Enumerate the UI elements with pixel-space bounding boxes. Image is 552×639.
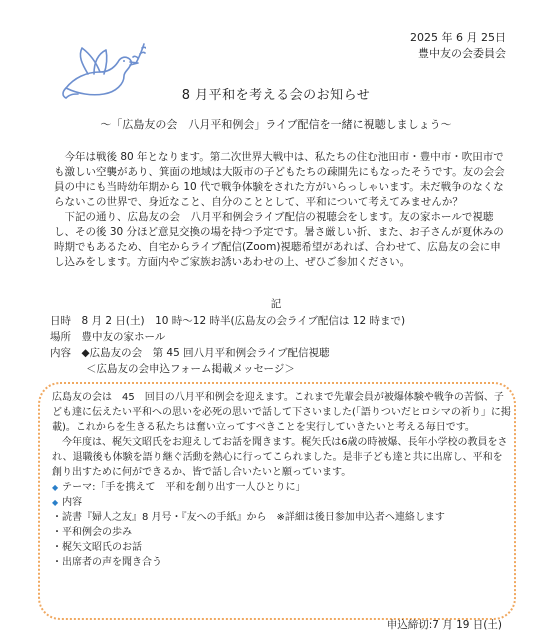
diamond-bullet-icon: ◆ bbox=[52, 483, 59, 492]
notice-title: 8 月平和を考える会のお知らせ bbox=[181, 88, 371, 103]
message-text bbox=[52, 390, 512, 570]
list-item: ・梶矢文昭氏のお話 bbox=[52, 542, 142, 553]
cut-off-text-line bbox=[222, 634, 492, 639]
form-message-note: ＜広島友の会申込フォーム掲載メッセージ＞ bbox=[86, 363, 295, 375]
message-list bbox=[52, 480, 512, 570]
organization-name: 豊中友の会委員会 bbox=[418, 47, 506, 60]
theme-item: ◆ テーマ:「手を携えて 平和を創り出す一人ひとりに」 bbox=[52, 482, 306, 493]
list-item: ・出席者の声を聞き合う bbox=[52, 557, 162, 568]
document-date: 2025 年 6 月 25日 bbox=[410, 31, 506, 44]
notice-subtitle: ～「広島友の会 八月平和例会」ライブ配信を一緒に視聴しましょう～ bbox=[100, 118, 452, 131]
event-place: 場所 豊中友の家ホール bbox=[50, 331, 166, 343]
notice-body bbox=[54, 150, 506, 270]
message-paragraph-1: 広島友の会は 45 回目の八月平和例会を迎えます。これまで先輩会員が被爆体験や戦争の苦悩、子ども達に伝えたい平和への思いを必死の思いで話して下さいました(「語りついだヒロシマの祈り」に掲載)。これからを生きる私たちは奮い立ってすべきことを実行していきたいと考える毎日です。 bbox=[52, 392, 511, 433]
event-details bbox=[50, 313, 405, 377]
message-paragraph-2: 今年度は、梶矢文昭氏をお迎えしてお話を聞きます。梶矢氏は6歳の時被爆、長年小学校の教員をされ、退職後も体験を語り継ぐ活動を熱心に行ってこられました。是非子ども達と共に出席し、平和を創り出すために何ができるか、皆で話し合いたいと願っています。 bbox=[52, 437, 508, 478]
event-date: 日時 8 月 2 日(土) 10 時～12 時半(広島友の会ライブ配信は 12 時まで) bbox=[50, 315, 406, 327]
list-item: ・平和例会の歩み bbox=[52, 527, 132, 538]
body-paragraph-1: 今年は戦後 80 年となります。第二次世界大戦中は、私たちの住む池田市・豊中市・吹田市でも激しい空襲があり、箕面の地域は大阪市の子どもたちの疎開先にもなったそうです。友の会会員の中にも当時幼年期から 10 代で戦争体験をされた方がいらっしゃいます。未だ戦争のなくならないこの世界で、身近なこと、自分のこととして、平和について考えてみませんか？ bbox=[54, 151, 505, 208]
diamond-bullet-icon: ◆ bbox=[52, 498, 59, 507]
content-heading-item: ◆ 内容 bbox=[52, 497, 83, 508]
ki-heading: 記 bbox=[270, 298, 282, 310]
list-item: ・読書『婦人之友』8 月号・『友への手紙』から ※詳細は後日参加申込者へ連絡します bbox=[52, 512, 445, 523]
body-paragraph-2: 下記の通り、広島友の会 八月平和例会ライブ配信の視聴会をします。友の家ホールで視聴し、その後 30 分ほど意見交換の場を持つ予定です。暑さ厳しい折、また、お子さんが夏休みの時期でもあるため、自宅からライブ配信(Zoom)視聴希望があれば、合わせて、広島友の会に申し込みをします。方面内やご家族お誘いあわせの上、ぜひご参加ください。 bbox=[54, 211, 504, 268]
application-deadline: 申込締切:7 月 19 日(土) bbox=[386, 619, 502, 631]
event-content: 内容 ◆広島友の会 第 45 回八月平和例会ライブ配信視聴 bbox=[50, 347, 330, 359]
